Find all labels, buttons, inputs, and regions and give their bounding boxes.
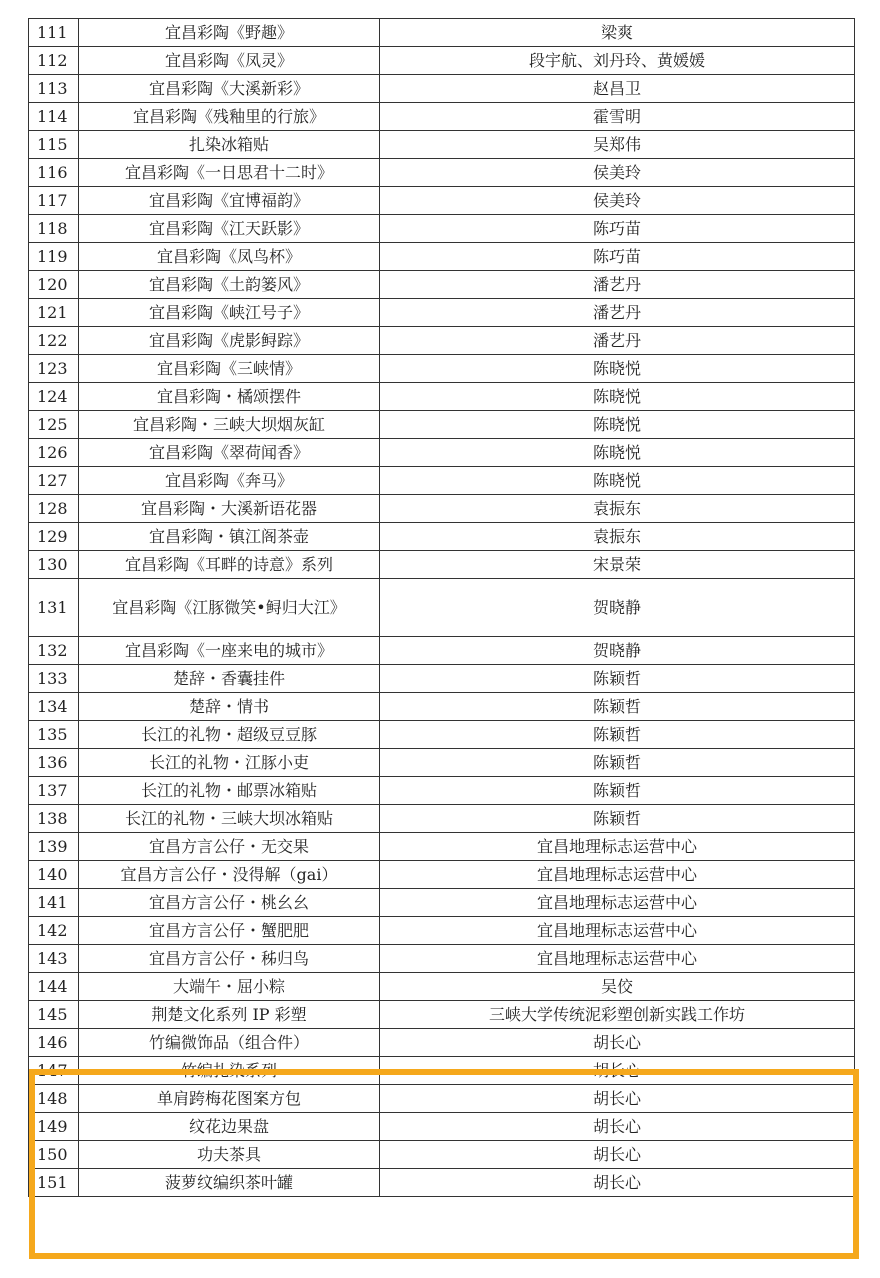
author-name: 贺晓静 [380,637,855,665]
work-name: 宜昌方言公仔・蟹肥肥 [79,917,380,945]
author-name: 三峡大学传统泥彩塑创新实践工作坊 [380,1001,855,1029]
table-row [29,495,855,523]
table-row [29,637,855,665]
table-row [29,805,855,833]
row-number: 139 [29,833,79,861]
table-row [29,721,855,749]
work-name: 菠萝纹编织茶叶罐 [79,1169,380,1197]
author-name: 陈颖哲 [380,749,855,777]
row-number: 123 [29,355,79,383]
author-name: 梁爽 [380,19,855,47]
row-number: 142 [29,917,79,945]
work-name: 宜昌彩陶《三峡情》 [79,355,380,383]
author-name: 陈晓悦 [380,467,855,495]
table-row [29,1029,855,1057]
table-row [29,47,855,75]
row-number: 146 [29,1029,79,1057]
row-number: 124 [29,383,79,411]
work-name: 长江的礼物・邮票冰箱贴 [79,777,380,805]
work-name: 宜昌方言公仔・秭归鸟 [79,945,380,973]
row-number: 113 [29,75,79,103]
table-row [29,749,855,777]
work-name: 宜昌彩陶《凤鸟杯》 [79,243,380,271]
table-row [29,103,855,131]
row-number: 144 [29,973,79,1001]
author-name: 胡长心 [380,1113,855,1141]
author-name: 吴郑伟 [380,131,855,159]
table-row [29,355,855,383]
row-number: 137 [29,777,79,805]
author-name: 吴佼 [380,973,855,1001]
work-name: 宜昌彩陶《翠荷闻香》 [79,439,380,467]
work-name: 竹编微饰品（组合件） [79,1029,380,1057]
work-name: 长江的礼物・江豚小吏 [79,749,380,777]
work-name: 大端午・屈小粽 [79,973,380,1001]
author-name: 陈颖哲 [380,665,855,693]
table-row [29,215,855,243]
row-number: 151 [29,1169,79,1197]
table-row [29,383,855,411]
author-name: 宜昌地理标志运营中心 [380,917,855,945]
table-row [29,973,855,1001]
work-name: 宜昌彩陶《江天跃影》 [79,215,380,243]
author-name: 胡长心 [380,1029,855,1057]
work-name: 长江的礼物・超级豆豆豚 [79,721,380,749]
author-name: 陈巧苗 [380,243,855,271]
row-number: 120 [29,271,79,299]
work-name: 宜昌方言公仔・桃幺幺 [79,889,380,917]
author-name: 陈晓悦 [380,411,855,439]
table-row [29,299,855,327]
author-name: 陈晓悦 [380,383,855,411]
work-name: 宜昌彩陶《峡江号子》 [79,299,380,327]
row-number: 125 [29,411,79,439]
author-name: 陈颖哲 [380,777,855,805]
author-name: 陈颖哲 [380,805,855,833]
row-number: 134 [29,693,79,721]
row-number: 115 [29,131,79,159]
work-name: 宜昌彩陶・镇江阁茶壶 [79,523,380,551]
work-name: 楚辞・情书 [79,693,380,721]
work-name: 单肩跨梅花图案方包 [79,1085,380,1113]
author-name: 宜昌地理标志运营中心 [380,889,855,917]
author-name: 陈晓悦 [380,355,855,383]
table-row [29,439,855,467]
row-number: 121 [29,299,79,327]
row-number: 143 [29,945,79,973]
work-name: 宜昌彩陶《宜博福韵》 [79,187,380,215]
row-number: 147 [29,1057,79,1085]
author-name: 宜昌地理标志运营中心 [380,833,855,861]
work-name: 宜昌彩陶《大溪新彩》 [79,75,380,103]
table-row [29,551,855,579]
table-row [29,327,855,355]
row-number: 140 [29,861,79,889]
table-row [29,579,855,637]
row-number: 117 [29,187,79,215]
author-name: 胡长心 [380,1057,855,1085]
work-name: 宜昌彩陶《耳畔的诗意》系列 [79,551,380,579]
table-row [29,271,855,299]
work-name: 宜昌彩陶《奔马》 [79,467,380,495]
row-number: 129 [29,523,79,551]
work-name: 功夫茶具 [79,1141,380,1169]
works-table-container [28,18,854,1197]
row-number: 145 [29,1001,79,1029]
table-row [29,1085,855,1113]
table-row [29,1001,855,1029]
author-name: 宋景荣 [380,551,855,579]
work-name: 竹编扎染系列 [79,1057,380,1085]
row-number: 116 [29,159,79,187]
work-name: 宜昌彩陶・橘颂摆件 [79,383,380,411]
author-name: 潘艺丹 [380,327,855,355]
work-name: 宜昌彩陶《野趣》 [79,19,380,47]
table-row [29,1169,855,1197]
table-row [29,945,855,973]
row-number: 118 [29,215,79,243]
works-table [28,18,855,1197]
row-number: 127 [29,467,79,495]
work-name: 楚辞・香囊挂件 [79,665,380,693]
work-name: 宜昌方言公仔・无交果 [79,833,380,861]
row-number: 114 [29,103,79,131]
author-name: 陈巧苗 [380,215,855,243]
row-number: 136 [29,749,79,777]
table-row [29,19,855,47]
work-name: 纹花边果盘 [79,1113,380,1141]
author-name: 侯美玲 [380,159,855,187]
row-number: 119 [29,243,79,271]
table-row [29,889,855,917]
work-name: 宜昌彩陶《凤灵》 [79,47,380,75]
author-name: 胡长心 [380,1085,855,1113]
table-row [29,411,855,439]
row-number: 130 [29,551,79,579]
author-name: 胡长心 [380,1169,855,1197]
table-row [29,243,855,271]
author-name: 潘艺丹 [380,271,855,299]
author-name: 袁振东 [380,495,855,523]
table-row [29,833,855,861]
author-name: 宜昌地理标志运营中心 [380,861,855,889]
author-name: 霍雪明 [380,103,855,131]
table-row [29,187,855,215]
author-name: 贺晓静 [380,579,855,637]
table-row [29,523,855,551]
work-name: 宜昌彩陶《江豚微笑•鲟归大江》 [79,579,380,637]
table-row [29,665,855,693]
work-name: 宜昌彩陶《一座来电的城市》 [79,637,380,665]
work-name: 宜昌彩陶・三峡大坝烟灰缸 [79,411,380,439]
row-number: 132 [29,637,79,665]
table-row [29,467,855,495]
table-row [29,917,855,945]
work-name: 宜昌彩陶《一日思君十二时》 [79,159,380,187]
row-number: 122 [29,327,79,355]
work-name: 宜昌彩陶・大溪新语花器 [79,495,380,523]
row-number: 148 [29,1085,79,1113]
author-name: 陈晓悦 [380,439,855,467]
work-name: 宜昌彩陶《残釉里的行旅》 [79,103,380,131]
work-name: 荆楚文化系列 IP 彩塑 [79,1001,380,1029]
table-row [29,1113,855,1141]
row-number: 135 [29,721,79,749]
row-number: 112 [29,47,79,75]
row-number: 128 [29,495,79,523]
row-number: 111 [29,19,79,47]
author-name: 陈颖哲 [380,721,855,749]
author-name: 宜昌地理标志运营中心 [380,945,855,973]
row-number: 150 [29,1141,79,1169]
works-table-body [29,19,855,1197]
author-name: 袁振东 [380,523,855,551]
row-number: 126 [29,439,79,467]
row-number: 149 [29,1113,79,1141]
author-name: 段宇航、刘丹玲、黄媛媛 [380,47,855,75]
table-row [29,1141,855,1169]
work-name: 宜昌彩陶《虎影鲟踪》 [79,327,380,355]
row-number: 131 [29,579,79,637]
table-row [29,131,855,159]
author-name: 陈颖哲 [380,693,855,721]
row-number: 138 [29,805,79,833]
row-number: 133 [29,665,79,693]
work-name: 宜昌方言公仔・没得解（gai） [79,861,380,889]
author-name: 胡长心 [380,1141,855,1169]
author-name: 赵昌卫 [380,75,855,103]
table-row [29,159,855,187]
row-number: 141 [29,889,79,917]
work-name: 长江的礼物・三峡大坝冰箱贴 [79,805,380,833]
work-name: 宜昌彩陶《土韵篓风》 [79,271,380,299]
table-row [29,861,855,889]
table-row [29,75,855,103]
author-name: 侯美玲 [380,187,855,215]
table-row [29,1057,855,1085]
table-row [29,693,855,721]
table-row [29,777,855,805]
work-name: 扎染冰箱贴 [79,131,380,159]
author-name: 潘艺丹 [380,299,855,327]
